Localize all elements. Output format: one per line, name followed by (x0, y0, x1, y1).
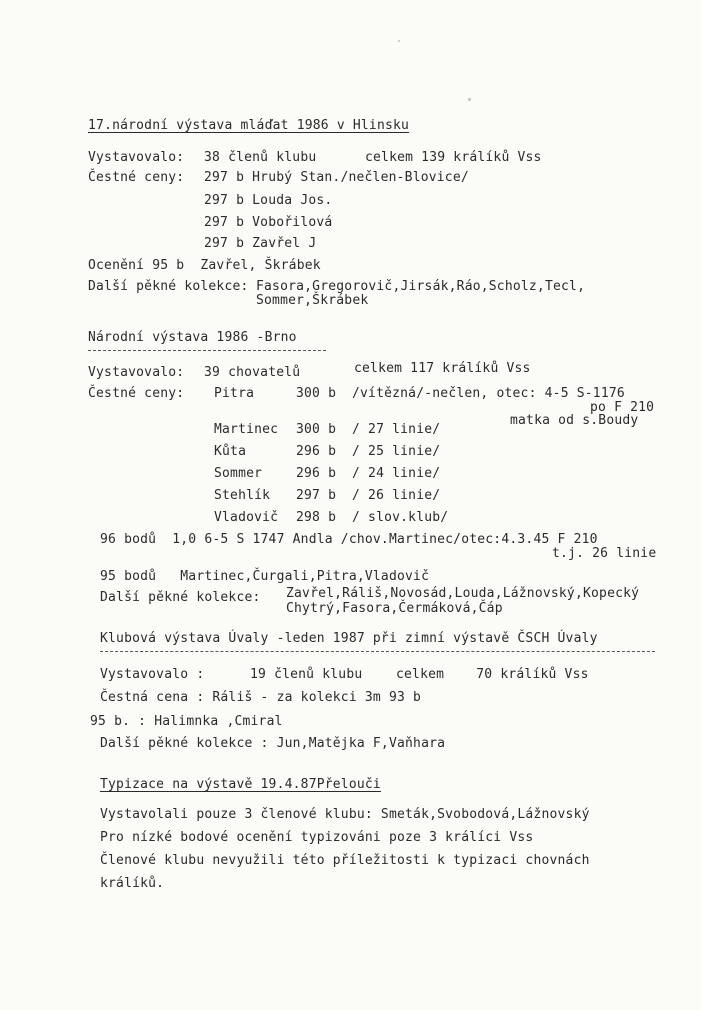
award-score: 300 b (296, 422, 337, 437)
section-title: Klubová výstava Úvaly -leden 1987 při zimní výstavě ČSCH Úvaly (100, 631, 598, 646)
award-line: 297 b Vobořilová (204, 215, 333, 230)
section-title: Národní výstava 1986 -Brno (88, 330, 297, 345)
award-score: 297 b (296, 488, 337, 503)
award-note-extra: po F 210 (590, 400, 655, 415)
award-note: / 25 linie/ (352, 444, 441, 459)
award-line: 297 b Zavřel J (204, 236, 317, 251)
award-name: Pitra (214, 386, 255, 401)
text-line: Čestná cena : Ráliš - za kolekci 3m 93 b (100, 690, 422, 705)
body-line: Členové klubu nevyužili této příležitosti k typizaci chovnách (100, 853, 590, 868)
value: Chytrý,Fasora,Čermáková,Čáp (286, 601, 503, 616)
award-line: 297 b Louda Jos. (204, 193, 333, 208)
award-score: 298 b (296, 510, 337, 525)
value: Zavřel,Ráliš,Novosád,Louda,Lážnovský,Kopecký (286, 586, 640, 601)
label: Vystavovalo: (88, 365, 185, 380)
value: 39 chovatelů (204, 365, 301, 380)
section-title: 17.národní výstava mláďat 1986 v Hlinsku (88, 118, 410, 133)
value: 19 členů klubu (250, 667, 363, 682)
text-line: Další pěkné kolekce : Jun,Matějka F,Vaňhara (100, 736, 446, 751)
award-note-extra: matka od s.Boudy (510, 413, 639, 428)
value: Sommer,Škrábek (256, 293, 369, 308)
value: Fasora,Gregorovič,Jirsák,Ráo,Scholz,Tecl, (256, 279, 586, 294)
award-name: Stehlík (214, 488, 271, 503)
award-note: / 24 linie/ (352, 466, 441, 481)
value: celkem 117 králíků Vss (354, 361, 531, 376)
label: Vystavovalo: (88, 150, 185, 165)
title-underline (100, 651, 655, 652)
label: Čestné ceny: (88, 386, 185, 401)
value: celkem 70 králíků Vss (396, 667, 589, 682)
section-title: Typizace na výstavě 19.4.87Přelouči (100, 777, 381, 792)
text-line: 96 bodů 1,0 6-5 S 1747 Andla /chov.Martinec/otec:4.3.45 F 210 (100, 532, 598, 547)
value: 38 členů klubu (204, 150, 317, 165)
award-score: 296 b (296, 466, 337, 481)
award-score: 300 b (296, 386, 337, 401)
award-line: 297 b Hrubý Stan./nečlen-Blovice/ (204, 170, 469, 185)
label: Další pěkné kolekce: (88, 279, 249, 294)
award-note: / 26 linie/ (352, 488, 441, 503)
text-line: 95 b. : Halimnka ,Cmiral (90, 714, 283, 729)
award-note: /vítězná/-nečlen, otec: 4-5 S-1176 (352, 386, 625, 401)
title-underline (88, 350, 326, 351)
award-name: Martinec (214, 422, 279, 437)
award-note: / 27 linie/ (352, 422, 441, 437)
label: Další pěkné kolekce: (100, 590, 261, 605)
label: Čestné ceny: (88, 170, 185, 185)
award-name: Kůta (214, 444, 247, 459)
award-note: / slov.klub/ (352, 510, 449, 525)
award-name: Vladovič (214, 510, 279, 525)
paper-speck (468, 98, 471, 101)
award-score: 296 b (296, 444, 337, 459)
text-line: t.j. 26 linie (552, 546, 657, 561)
body-line: králíků. (100, 876, 165, 891)
label: Vystavovalo : (100, 667, 205, 682)
text-line: 95 bodů Martinec,Čurgali,Pitra,Vladovič (100, 569, 430, 584)
body-line: Pro nízké bodové ocenění typizováni poze 3 králíci Vss (100, 830, 534, 845)
paper-speck (398, 40, 400, 42)
body-line: Vystavolali pouze 3 členové klubu: Smeták,Svobodová,Lážnovský (100, 807, 590, 822)
text-line: Ocenění 95 b Zavřel, Škrábek (88, 258, 321, 273)
award-name: Sommer (214, 466, 263, 481)
value: celkem 139 králíků Vss (365, 150, 542, 165)
